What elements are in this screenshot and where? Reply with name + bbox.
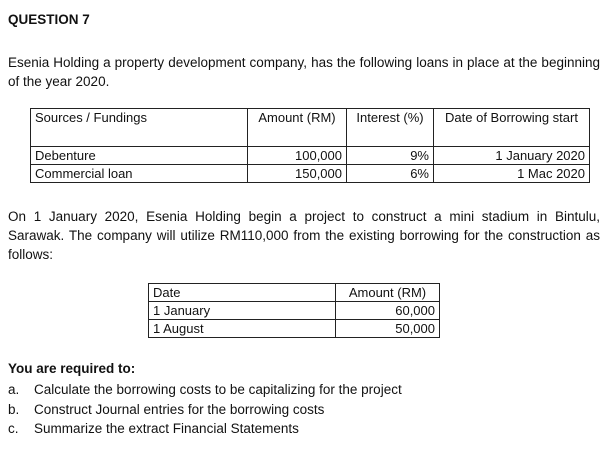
table-row — [149, 320, 440, 338]
cell-date: 1 August — [149, 320, 336, 338]
header-interest-label: Interest (%) — [356, 110, 424, 125]
project-paragraph: On 1 January 2020, Esenia Holding begin a project to construct a mini stadium in Bintulu, Sarawak. The company will utilize RM110,000 from the existing borrowing for the construction as follows: — [8, 209, 600, 262]
drawdown-table-header-row — [149, 284, 440, 302]
loans-table — [30, 108, 590, 183]
cell-date: 1 January — [149, 302, 336, 320]
cell-amount: 60,000 — [336, 302, 440, 320]
table-row — [149, 302, 440, 320]
list-item — [8, 380, 402, 400]
header-sources: Sources / Fundings — [31, 109, 248, 147]
loans-table-header-row — [31, 109, 590, 147]
cell-source: Debenture — [31, 147, 248, 165]
cell-interest: 6% — [347, 165, 434, 183]
list-item — [8, 400, 402, 420]
question-heading: QUESTION 7 — [8, 12, 90, 27]
cell-interest: 9% — [347, 147, 434, 165]
header-date: Date of Borrowing start — [434, 109, 590, 147]
requirements-list — [8, 380, 402, 439]
list-item-text: Construct Journal entries for the borrowing costs — [34, 401, 325, 417]
drawdown-table — [148, 283, 440, 338]
header-interest — [347, 109, 434, 147]
header-amount: Amount (RM) — [336, 284, 440, 302]
cell-source: Commercial loan — [31, 165, 248, 183]
requirements-title: You are required to: — [8, 361, 136, 376]
list-marker: b. — [8, 401, 20, 417]
header-date: Date — [149, 284, 336, 302]
list-item-text: Calculate the borrowing costs to be capitalizing for the project — [34, 382, 402, 397]
list-item — [8, 419, 402, 439]
intro-paragraph: Esenia Holding a property development company, has the following loans in place at the beginning of the year 2020. — [8, 55, 600, 89]
cell-date: 1 Mac 2020 — [434, 165, 590, 183]
header-amount: Amount (RM) — [248, 109, 347, 147]
cell-amount: 50,000 — [336, 320, 440, 338]
cell-date: 1 January 2020 — [434, 147, 590, 165]
cell-amount: 150,000 — [248, 165, 347, 183]
table-row — [31, 165, 590, 183]
list-marker: c. — [8, 421, 19, 436]
list-marker: a. — [8, 382, 20, 397]
table-row — [31, 147, 590, 165]
cell-amount: 100,000 — [248, 147, 347, 165]
list-item-text: Summarize the extract Financial Statements — [34, 421, 299, 436]
